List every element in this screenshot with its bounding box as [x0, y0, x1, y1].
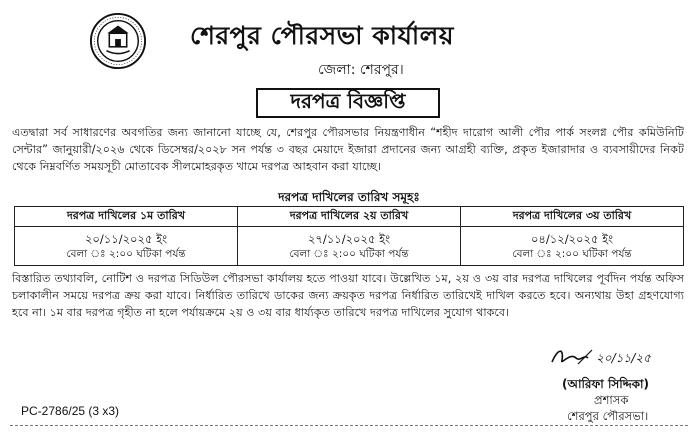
intro-paragraph: এতদ্বারা সর্ব সাধারণের অবগতির জন্য জানানো যাচ্ছে যে, শেরপুর পৌরসভার নিয়ন্ত্রণাধীন “শহীদ দারোগ আলী পৌর পার্ক সংলগ্ন পৌর কমিউনিটি সেন্টার” জানুয়ারী/২০২৬ থেকে ডিসেম্বর/২০২৮ সন পর্যন্ত ৩ বছর মেয়াদে ইজারা প্রদানের জন্য আগ্রহী ব্যক্তি, প্রকৃত ইজারাদার ও ব্যবসায়ীদের নিকট থেকে নিম্নবর্ণিত সময়সূচী মোতাবেক সীলমোহরকৃত খামে দরপত্র আহবান করা যাচ্ছে।: [12, 126, 684, 173]
schedule-time: বেলা ঃ ২:০০ ঘটিকা পর্যন্ত: [66, 248, 186, 260]
signature-mark: [548, 344, 660, 370]
schedule-date: ০৪/১২/২০২৫ ইং: [530, 232, 614, 246]
schedule-time: বেলা ঃ ২:০০ ঘটিকা পর্যন্ত: [512, 248, 632, 260]
schedule-cell: [238, 227, 461, 266]
office-name: শেরপুর পৌরসভা কার্যালয়: [190, 21, 454, 50]
signatory-office: শেরপুর পৌরসভা।: [567, 409, 649, 423]
schedule-row: [15, 227, 684, 266]
schedule-cell: [461, 227, 684, 266]
details-paragraph: বিস্তারিত তথ্যাবলি, নোটিশ ও দরপত্র সিডিউল পৌরসভা কার্যালয় হতে পাওয়া যাবে। উল্লেখিত ১ম, ২য় ও ৩য় বার দরপত্র দাখিলের পূর্বদিন পর্যন্ত অফিস চলাকালীন সময়ে দরপত্র ক্রয় করা যাবে। নির্ধারিত তারিখে ডাকের জন্য ক্রয়কৃত দরপত্র নির্ধারিত তারিখেই দাখিল করতে হবে। অন্যথায় উহা গ্রহণযোগ্য হবে না। ১ম বার দরপত্র গৃহীত না হলে পর্যায়ক্রমে ২য় ও ৩য় বার ধার্য্যকৃত তারিখে দরপত্র দাখিলের সুযোগ থাকবে।: [12, 272, 684, 319]
schedule-header-row: [15, 207, 684, 227]
schedule-cell: [15, 227, 238, 266]
schedule-time: বেলা ঃ ২:০০ ঘটিকা পর্যন্ত: [289, 248, 409, 260]
schedule-header: দরপত্র দাখিলের ৩য় তারিখ: [461, 207, 684, 227]
schedule-caption: দরপত্র দাখিলের তারিখ সমূহঃ: [278, 190, 420, 204]
schedule-header: দরপত্র দাখিলের ২য় তারিখ: [238, 207, 461, 227]
signatory-designation: প্রশাসক: [594, 393, 629, 407]
municipality-seal-icon: [89, 12, 147, 70]
bottom-divider: [10, 425, 688, 426]
office-district: জেলা: শেরপুর।: [318, 62, 404, 78]
signature-date: ২০/১১/২৫: [596, 351, 651, 365]
notice-heading-box: [256, 88, 440, 118]
schedule-header: দরপত্র দাখিলের ১ম তারিখ: [15, 207, 238, 227]
schedule-date: ২০/১১/২০২৫ ইং: [84, 232, 168, 246]
schedule-date: ২৭/১১/২০২৫ ইং: [307, 232, 391, 246]
notice-title: দরপত্র বিজ্ঞপ্তি: [290, 88, 406, 113]
reference-code: PC-2786/25 (3 x3): [21, 404, 120, 418]
signatory-name: (আরিফা সিদ্দিকা): [562, 377, 649, 391]
schedule-table: [14, 206, 684, 266]
